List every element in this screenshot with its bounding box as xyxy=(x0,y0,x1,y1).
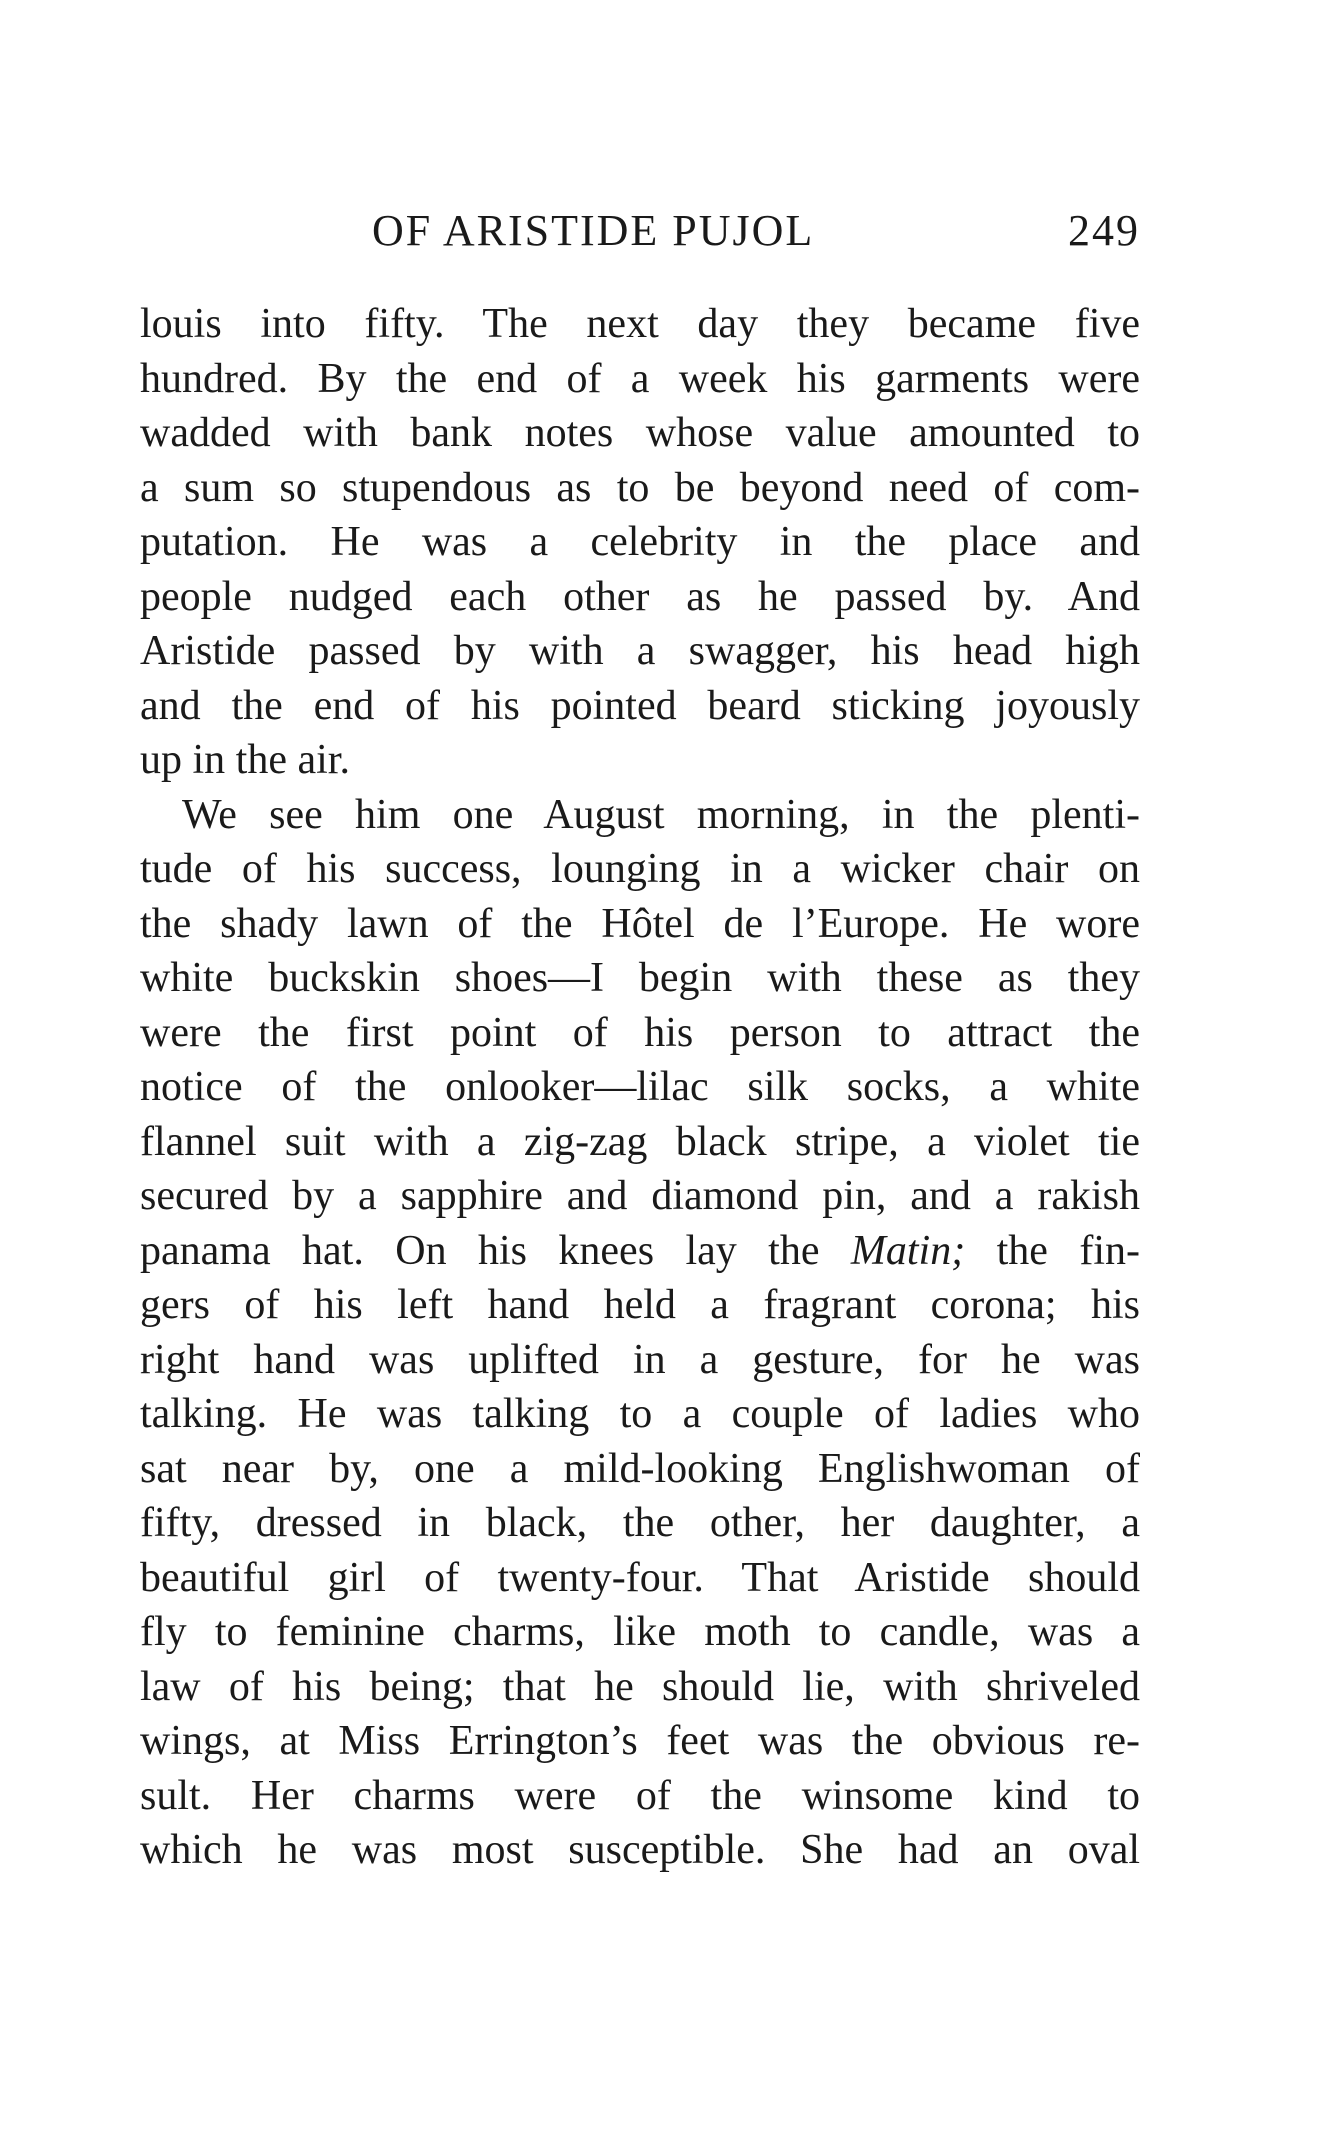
text-line: law of his being; that he should lie, with shriveled xyxy=(140,1663,1140,1710)
text-line: sult. Her charms were of the winsome kind to xyxy=(140,1772,1140,1819)
text-line: putation. He was a celebrity in the place and xyxy=(140,519,1140,565)
text-line: flannel suit with a zig-zag black stripe, a violet tie xyxy=(140,1118,1140,1165)
running-head xyxy=(140,205,1140,265)
body-text xyxy=(140,297,1140,1878)
text-line: a sum so stupendous as to be beyond need of com- xyxy=(140,464,1140,511)
text-line: sat near by, one a mild-looking Englishwoman of xyxy=(140,1445,1140,1492)
text-line: notice of the onlooker—lilac silk socks, a white xyxy=(140,1064,1140,1110)
text-line: Aristide passed by with a swagger, his head high xyxy=(140,628,1140,674)
text-line: gers of his left hand held a fragrant corona; his xyxy=(140,1282,1140,1328)
running-title: OF ARISTIDE PUJOL xyxy=(372,206,815,255)
text-segment: panama hat. On his knees lay the xyxy=(140,1227,851,1274)
text-line-with-italic xyxy=(140,1224,1140,1279)
text-line: talking. He was talking to a couple of ladies who xyxy=(140,1391,1140,1437)
paragraph-2 xyxy=(140,788,1140,1878)
text-line: which he was most susceptible. She had an oval xyxy=(140,1827,1140,1873)
text-line: up in the air. xyxy=(140,737,350,783)
page-number: 249 xyxy=(1068,206,1140,255)
text-line: wadded with bank notes whose value amounted to xyxy=(140,410,1140,456)
text-line: and the end of his pointed beard sticking joyously xyxy=(140,682,1140,729)
text-line: fly to feminine charms, like moth to candle, was a xyxy=(140,1609,1140,1655)
text-line: people nudged each other as he passed by. And xyxy=(140,573,1140,620)
text-line: the shady lawn of the Hôtel de l’Europe. He wore xyxy=(140,900,1140,947)
text-line: hundred. By the end of a week his garments were xyxy=(140,355,1140,402)
paragraph-1 xyxy=(140,297,1140,788)
text-line: beautiful girl of twenty-four. That Aristide should xyxy=(140,1554,1140,1601)
text-line: We see him one August morning, in the plenti- xyxy=(182,791,1140,838)
text-line: wings, at Miss Errington’s feet was the obvious re- xyxy=(140,1718,1140,1764)
text-line: tude of his success, lounging in a wicker chair on xyxy=(140,846,1140,892)
text-line: secured by a sapphire and diamond pin, and a rakish xyxy=(140,1173,1140,1219)
text-line: were the first point of his person to attract the xyxy=(140,1009,1140,1056)
newspaper-title: Matin; xyxy=(850,1227,966,1274)
text-line: right hand was uplifted in a gesture, for he was xyxy=(140,1336,1140,1383)
text-line: louis into fifty. The next day they became five xyxy=(140,301,1140,347)
text-segment: the fin- xyxy=(965,1227,1141,1274)
text-line: white buckskin shoes—I begin with these as they xyxy=(140,955,1140,1001)
text-line: fifty, dressed in black, the other, her daughter, a xyxy=(140,1500,1140,1546)
